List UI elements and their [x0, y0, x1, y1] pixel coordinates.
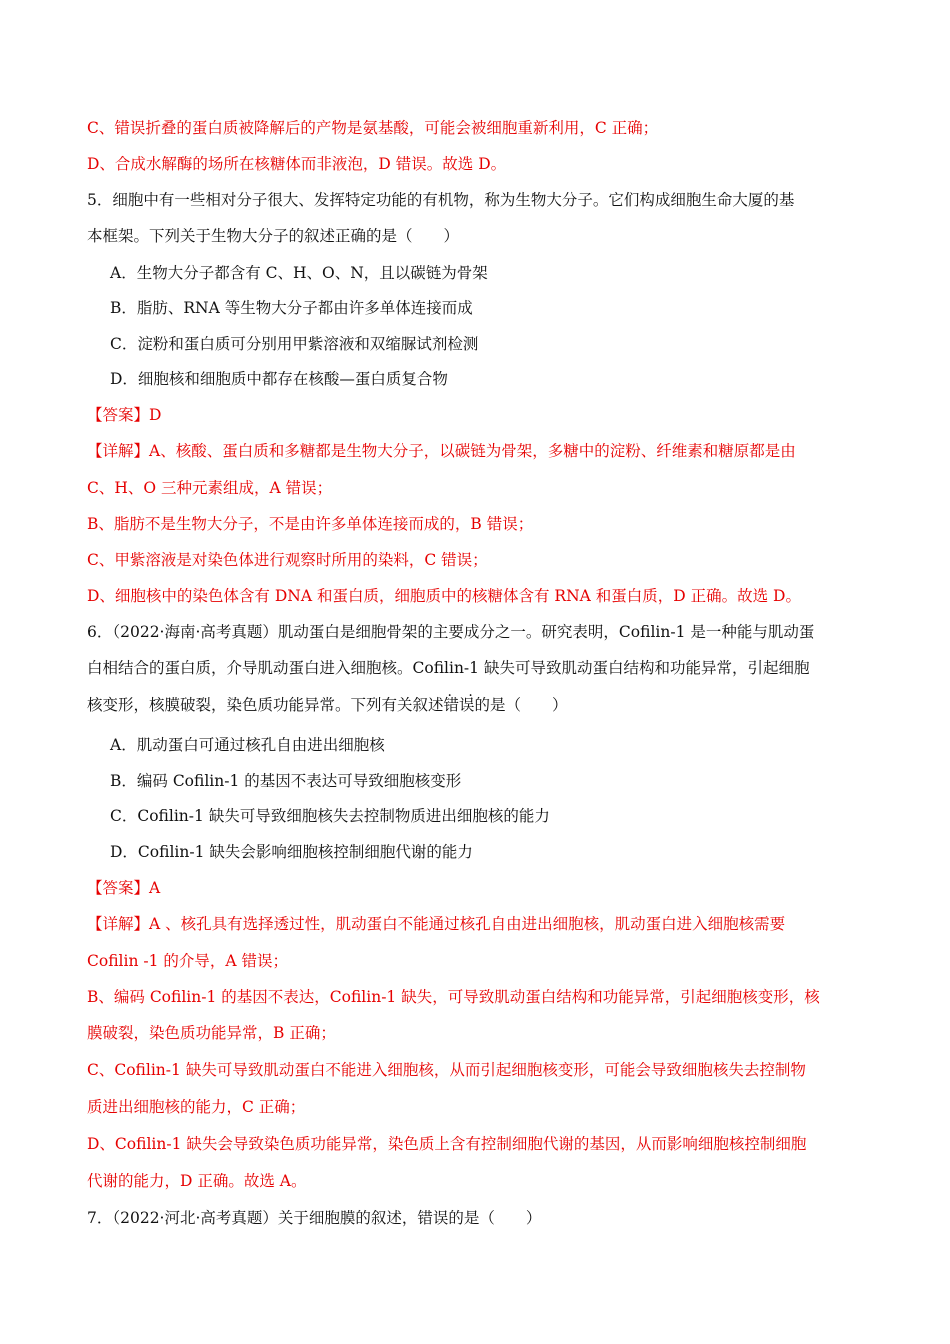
question-5-option-d: D．细胞核和细胞质中都存在核酸—蛋白质复合物 [110, 370, 448, 388]
question-5-option-c: C．淀粉和蛋白质可分别用甲紫溶液和双缩脲试剂检测 [110, 335, 479, 353]
question-6-option-c: C．Cofilin-1 缺失可导致细胞核失去控制物质进出细胞核的能力 [110, 807, 550, 825]
question-5-detail-1: 【详解】A、核酸、蛋白质和多糖都是生物大分子，以碳链为骨架，多糖中的淀粉、纤维素和糖原都是由 [87, 442, 796, 460]
prev-detail-line-c: C、错误折叠的蛋白质被降解后的产物是氨基酸，可能会被细胞重新利用，C 正确； [87, 119, 659, 137]
question-6-detail-5: C、Cofilin-1 缺失可导致肌动蛋白不能进入细胞核，从而引起细胞核变形，可能会导致细胞核失去控制物 [87, 1061, 806, 1079]
question-6-detail-8: 代谢的能力，D 正确。故选 A。 [87, 1172, 307, 1190]
question-6-detail-4: 膜破裂，染色质功能异常，B 正确； [87, 1024, 336, 1042]
question-5-option-a: A．生物大分子都含有 C、H、O、N，且以碳链为骨架 [110, 264, 488, 282]
question-5-detail-2: C、H、O 三种元素组成，A 错误； [87, 479, 333, 497]
question-5-stem-1: 5．细胞中有一些相对分子很大、发挥特定功能的有机物，称为生物大分子。它们构成细胞生命大厦的基 [87, 191, 795, 209]
question-5-stem-2: 本框架。下列关于生物大分子的叙述正确的是（ ） [87, 227, 460, 245]
question-5-option-b: B．脂肪、RNA 等生物大分子都由许多单体连接而成 [110, 299, 473, 317]
question-6-option-d: D．Cofilin-1 缺失会影响细胞核控制细胞代谢的能力 [110, 843, 473, 861]
question-6-stem-3-post: 的是（ ） [474, 696, 568, 714]
question-6-detail-7: D、Cofilin-1 缺失会导致染色质功能异常，染色质上含有控制细胞代谢的基因，从而影响细胞核控制细胞 [87, 1135, 807, 1153]
question-6-answer: 【答案】A [87, 879, 161, 897]
question-5-detail-5: D、细胞核中的染色体含有 DNA 和蛋白质，细胞质中的核糖体含有 RNA 和蛋白质，D 正确。故选 D。 [87, 587, 801, 605]
question-5-answer: 【答案】D [87, 406, 162, 424]
question-6-stem-2: 白相结合的蛋白质，介导肌动蛋白进入细胞核。Cofilin-1 缺失可导致肌动蛋白结构和功能异常，引起细胞 [87, 659, 810, 677]
question-6-detail-1: 【详解】A 、核孔具有选择透过性，肌动蛋白不能通过核孔自由进出细胞核，肌动蛋白进入细胞核需要 [87, 915, 786, 933]
question-6-detail-6: 质进出细胞核的能力，C 正确； [87, 1098, 306, 1116]
question-6-stem-1: 6．（2022·海南·高考真题）肌动蛋白是细胞骨架的主要成分之一。研究表明，Cofilin-1 是一种能与肌动蛋 [87, 623, 815, 641]
question-6-stem-3-pre: 核变形，核膜破裂，染色质功能异常。下列有关叙述 [87, 696, 444, 714]
prev-detail-line-d: D、合成水解酶的场所在核糖体而非液泡，D 错误。故选 D。 [87, 155, 507, 173]
question-5-detail-4: C、甲紫溶液是对染色体进行观察时所用的染料，C 错误； [87, 551, 488, 569]
question-6-detail-2: Cofilin -1 的介导，A 错误； [87, 952, 289, 970]
emphasis-word: · · 错误 [444, 694, 475, 716]
question-5-detail-3: B、脂肪不是生物大分子，不是由许多单体连接而成的，B 错误； [87, 515, 534, 533]
question-7-stem: 7．（2022·河北·高考真题）关于细胞膜的叙述，错误的是（ ） [87, 1209, 542, 1227]
question-6-detail-3: B、编码 Cofilin-1 的基因不表达，Cofilin-1 缺失，可导致肌动蛋白结构和功能异常，引起细胞核变形，核 [87, 988, 820, 1006]
question-6-option-a: A．肌动蛋白可通过核孔自由进出细胞核 [110, 736, 385, 754]
question-6-option-b: B．编码 Cofilin-1 的基因不表达可导致细胞核变形 [110, 772, 462, 790]
question-6-stem-3 [87, 694, 867, 716]
